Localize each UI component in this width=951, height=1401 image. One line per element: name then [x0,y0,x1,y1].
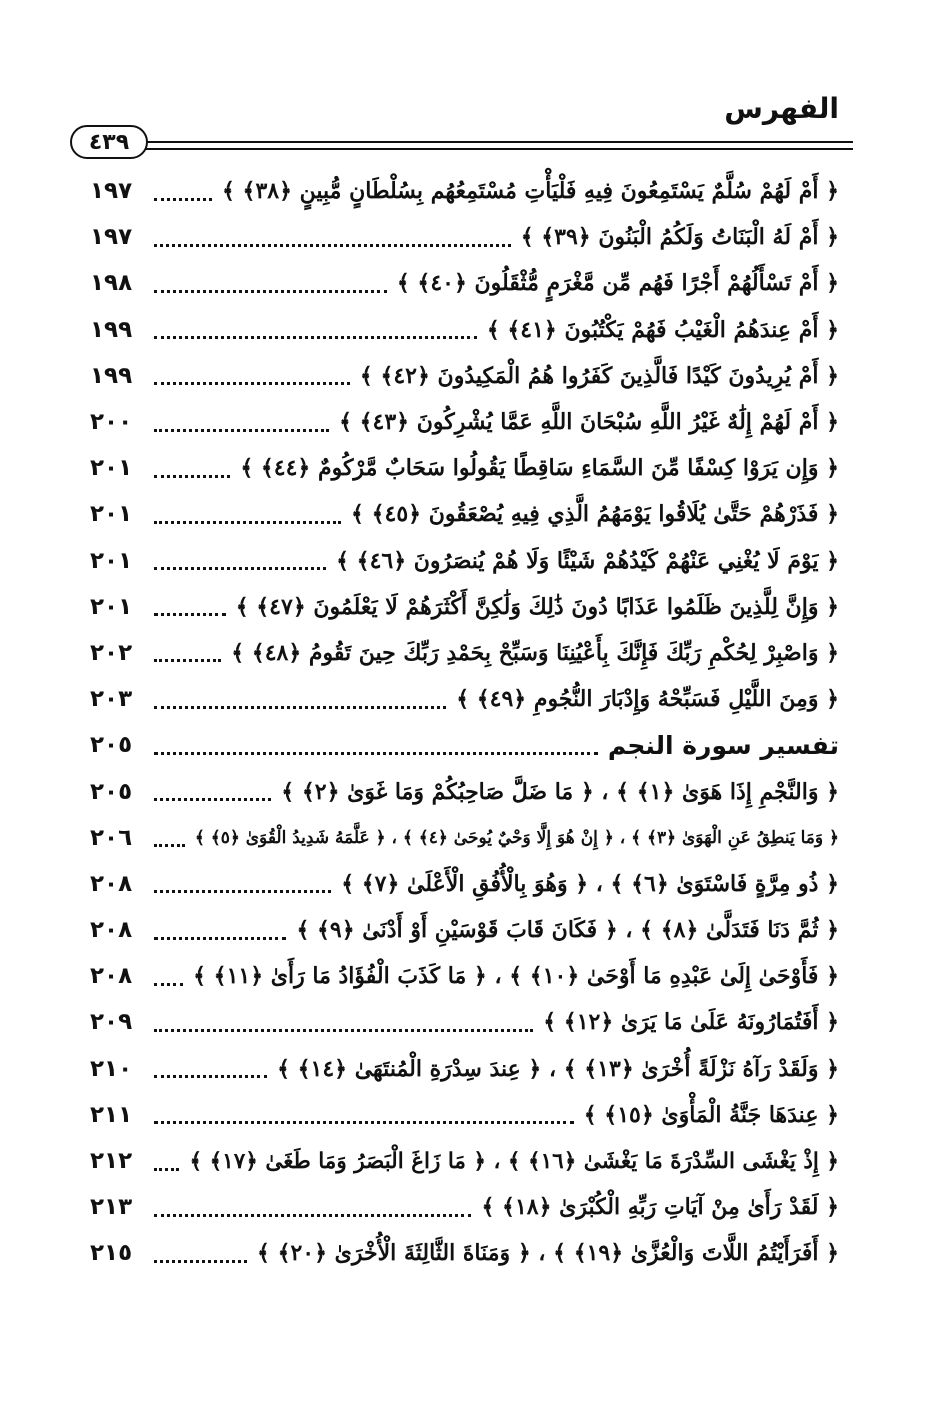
index-entry [90,861,839,907]
dot-leader [154,196,212,201]
dot-leader [154,796,271,801]
dot-leader [154,1119,574,1124]
verse-text: ﴿ إِذْ يَغْشَى السِّدْرَةَ مَا يَغْشَىٰ ﴿١٦﴾ ﴾ ، ﴿ مَا زَاغَ الْبَصَرُ وَمَا طَغَىٰ ﴿١٧﴾ ﴾ [189,1148,839,1174]
index-entry [90,1230,839,1276]
index-entry [90,307,839,353]
verse-text: ﴿ وَإِنَّ لِلَّذِينَ ظَلَمُوا عَذَابًا دُونَ ذَٰلِكَ وَلَٰكِنَّ أَكْثَرَهُمْ لَا يَعْلَمُونَ ﴿٤٧﴾ ﴾ [235,593,839,620]
dot-leader [154,288,387,293]
dot-leader [154,427,329,432]
index-entry [90,538,839,584]
dot-leader [154,1258,247,1263]
dot-leader [154,1212,471,1217]
index-entry [90,491,839,537]
entry-page-number: ٢١٢ [90,1148,133,1175]
index-entries [90,168,839,1277]
dot-leader [154,1166,179,1171]
verse-text: ﴿ وَإِن يَرَوْا كِسْفًا مِّنَ السَّمَاءِ سَاقِطًا يَقُولُوا سَحَابٌ مَّرْكُومٌ ﴿٤٤﴾ ﴾ [240,455,839,482]
surah-heading-entry [90,722,839,768]
entry-page-number: ٢٠٨ [90,963,133,990]
verse-text: ﴿ أَفَتُمَارُونَهُ عَلَىٰ مَا يَرَىٰ ﴿١٢﴾ ﴾ [543,1009,839,1036]
verse-text: ﴿ أَفَرَأَيْتُمُ اللَّاتَ وَالْعُزَّىٰ ﴿١٩﴾ ﴾ ، ﴿ وَمَنَاةَ الثَّالِثَةَ الْأُخْرَىٰ ﴿٢٠﴾ ﴾ [257,1240,839,1267]
entry-page-number: ١٩٩ [90,362,133,389]
verse-text: ﴿ ذُو مِرَّةٍ فَاسْتَوَىٰ ﴿٦﴾ ﴾ ، ﴿ وَهُوَ بِالْأُفُقِ الْأَعْلَىٰ ﴿٧﴾ ﴾ [341,870,839,897]
verse-text: ﴿ أَمْ تَسْأَلُهُمْ أَجْرًا فَهُم مِّن مَّغْرَمٍ مُّثْقَلُونَ ﴿٤٠﴾ ﴾ [396,270,839,297]
entry-page-number: ٢٠١ [90,593,133,620]
verse-text: ﴿ وَمِنَ اللَّيْلِ فَسَبِّحْهُ وَإِدْبَارَ النُّجُومِ ﴿٤٩﴾ ﴾ [456,686,839,713]
verse-text: ﴿ وَمَا يَنطِقُ عَنِ الْهَوَىٰ ﴿٣﴾ ﴾ ، ﴿ إِنْ هُوَ إِلَّا وَحْيٌ يُوحَىٰ ﴿٤﴾ ﴾ ، ﴿ عَلَّمَهُ شَدِيدُ الْقُوَىٰ ﴿٥﴾ ﴾ [194,828,839,849]
entry-page-number: ٢١٥ [90,1240,133,1267]
index-entry [90,445,839,491]
dot-leader [154,704,446,709]
dot-leader [154,935,286,940]
entry-page-number: ٢٠٨ [90,917,133,944]
index-entry [90,630,839,676]
entry-page-number: ٢٠١ [90,547,133,574]
entry-page-number: ٢٠١ [90,455,133,482]
verse-text: ﴿ أَمْ لَهُمْ سُلَّمٌ يَسْتَمِعُونَ فِيهِ فَلْيَأْتِ مُسْتَمِعُهُم بِسُلْطَانٍ مُّبِينٍ ﴿٣٨﴾ ﴾ [222,178,839,205]
dot-leader [154,1027,533,1032]
verse-text: ﴿ أَمْ لَهُمْ إِلَٰهٌ غَيْرُ اللَّهِ سُبْحَانَ اللَّهِ عَمَّا يُشْرِكُونَ ﴿٤٣﴾ ﴾ [339,409,839,436]
index-entry [90,1184,839,1230]
verse-text: ﴿ أَمْ عِندَهُمُ الْغَيْبُ فَهُمْ يَكْتُبُونَ ﴿٤١﴾ ﴾ [486,316,839,343]
entry-page-number: ٢٠٥ [90,732,133,759]
entry-page-number: ٢٠٣ [90,686,133,713]
verse-text: ﴿ فَذَرْهُمْ حَتَّىٰ يُلَاقُوا يَوْمَهُمُ الَّذِي فِيهِ يُصْعَقُونَ ﴿٤٥﴾ ﴾ [351,501,839,528]
index-entry [90,353,839,399]
entry-page-number: ١٩٧ [90,224,133,251]
entry-page-number: ٢٠٢ [90,639,133,666]
index-entry [90,1046,839,1092]
index-entry [90,168,839,214]
entry-page-number: ٢١٠ [90,1055,133,1082]
verse-text: ﴿ أَمْ يُرِيدُونَ كَيْدًا فَالَّذِينَ كَفَرُوا هُمُ الْمَكِيدُونَ ﴿٤٢﴾ ﴾ [359,362,839,389]
index-entry [90,260,839,306]
dot-leader [154,981,183,986]
entry-page-number: ٢٠٥ [90,778,133,805]
verse-text: ﴿ عِندَهَا جَنَّةُ الْمَأْوَىٰ ﴿١٥﴾ ﴾ [583,1101,839,1128]
index-entry [90,1092,839,1138]
entry-page-number: ١٩٨ [90,270,133,297]
dot-leader [154,380,350,385]
index-entry [90,676,839,722]
verse-text: ﴿ أَمْ لَهُ الْبَنَاتُ وَلَكُمُ الْبَنُونَ ﴿٣٩﴾ ﴾ [520,224,839,251]
header-double-rule [143,141,853,150]
verse-text: ﴿ لَقَدْ رَأَىٰ مِنْ آيَاتِ رَبِّهِ الْكُبْرَىٰ ﴿١٨﴾ ﴾ [481,1194,839,1221]
index-entry [90,399,839,445]
verse-text: ﴿ فَأَوْحَىٰ إِلَىٰ عَبْدِهِ مَا أَوْحَىٰ ﴿١٠﴾ ﴾ ، ﴿ مَا كَذَبَ الْفُؤَادُ مَا رَأَىٰ ﴿١١﴾ ﴾ [193,963,839,990]
dot-leader [154,657,221,662]
dot-leader [154,519,341,524]
entry-page-number: ٢١٣ [90,1194,133,1221]
entry-page-number: ١٩٩ [90,316,133,343]
index-entry [90,768,839,814]
dot-leader [154,611,226,616]
verse-text: ﴿ ثُمَّ دَنَا فَتَدَلَّىٰ ﴿٨﴾ ﴾ ، ﴿ فَكَانَ قَابَ قَوْسَيْنِ أَوْ أَدْنَىٰ ﴿٩﴾ ﴾ [296,917,839,944]
index-entry [90,999,839,1045]
entry-page-number: ٢٠٠ [90,409,133,436]
index-entry [90,815,839,861]
index-entry [90,1138,839,1184]
entry-page-number: ٢٠٨ [90,870,133,897]
dot-leader [154,750,598,755]
entry-page-number: ١٩٧ [90,178,133,205]
dot-leader [154,888,331,893]
index-entry [90,214,839,260]
entry-page-number: ٢٠٩ [90,1009,133,1036]
entry-page-number: ٢٠٦ [90,824,133,851]
dot-leader [154,334,477,339]
dot-leader [154,1073,267,1078]
dot-leader [154,473,230,478]
entry-page-number: ٢١١ [90,1101,133,1128]
running-header-title: الفهرس [724,92,839,125]
dot-leader [154,842,185,847]
dot-leader [154,242,511,247]
surah-heading-text: تفسير سورة النجم [607,730,839,760]
verse-text: ﴿ وَاصْبِرْ لِحُكْمِ رَبِّكَ فَإِنَّكَ بِأَعْيُنِنَا وَسَبِّحْ بِحَمْدِ رَبِّكَ حِينَ تَقُومُ ﴿٤٨﴾ ﴾ [231,639,839,666]
verse-text: ﴿ وَلَقَدْ رَآهُ نَزْلَةً أُخْرَىٰ ﴿١٣﴾ ﴾ ، ﴿ عِندَ سِدْرَةِ الْمُنتَهَىٰ ﴿١٤﴾ ﴾ [277,1055,839,1082]
verse-text: ﴿ وَالنَّجْمِ إِذَا هَوَىٰ ﴿١﴾ ﴾ ، ﴿ مَا ضَلَّ صَاحِبُكُمْ وَمَا غَوَىٰ ﴿٢﴾ ﴾ [281,778,839,805]
index-entry [90,584,839,630]
page-number-badge: ٤٣٩ [70,125,148,159]
index-entry [90,907,839,953]
dot-leader [154,565,326,570]
verse-text: ﴿ يَوْمَ لَا يُغْنِي عَنْهُمْ كَيْدُهُمْ شَيْئًا وَلَا هُمْ يُنصَرُونَ ﴿٤٦﴾ ﴾ [336,547,839,574]
index-entry [90,953,839,999]
entry-page-number: ٢٠١ [90,501,133,528]
